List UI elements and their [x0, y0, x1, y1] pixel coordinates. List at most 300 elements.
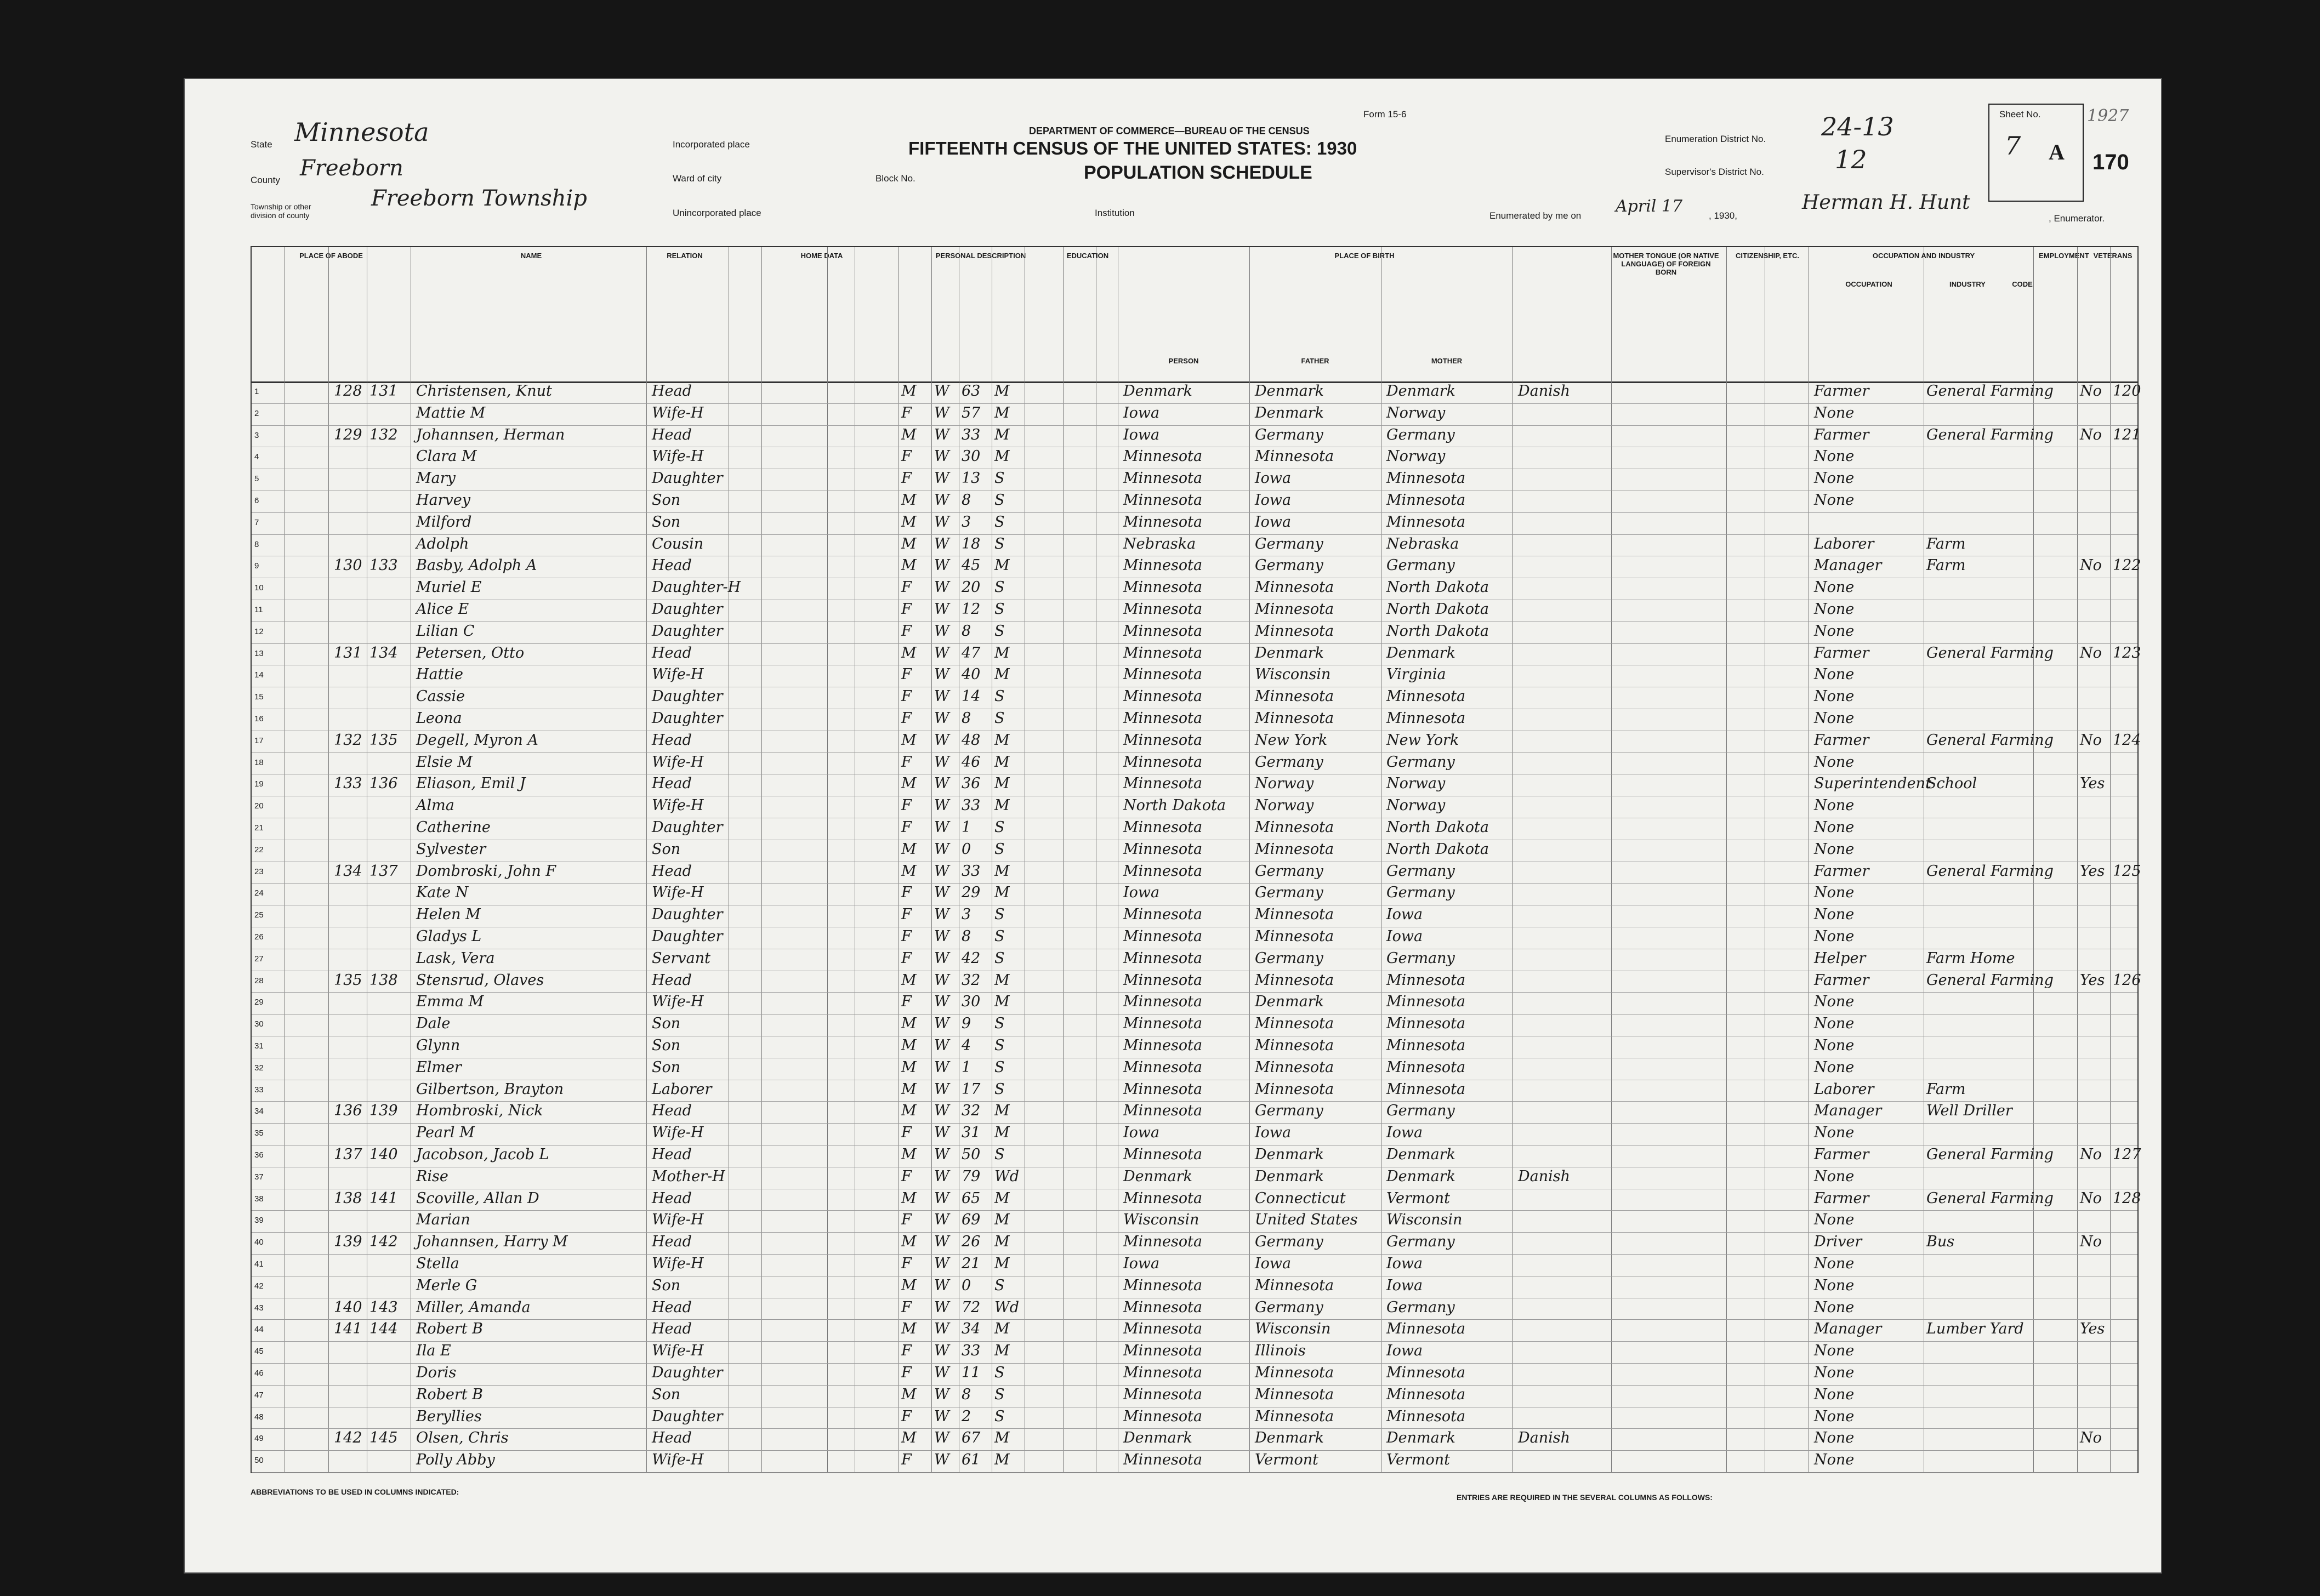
- table-row: [252, 447, 2137, 469]
- cell-age: 0: [962, 1276, 971, 1294]
- cell-mo: North Dakota: [1386, 601, 1489, 618]
- cell-rel: Daughter: [652, 688, 723, 705]
- cell-ln: 44: [254, 1325, 264, 1335]
- cell-rel: Daughter: [652, 928, 723, 945]
- cell-ln: 38: [254, 1194, 264, 1204]
- cell-rel: Head: [652, 775, 692, 793]
- cell-fa: Minnesota: [1255, 928, 1334, 945]
- cell-occ: Laborer: [1814, 535, 1874, 552]
- cell-fa: Minnesota: [1255, 622, 1334, 640]
- cell-rel: Son: [652, 840, 681, 858]
- supervisor-label: Supervisor's District No.: [1665, 167, 1764, 177]
- cell-ms: S: [994, 579, 1005, 596]
- table-row: [252, 643, 2141, 666]
- state-value: Minnesota: [294, 117, 429, 147]
- cell-age: 40: [962, 666, 981, 683]
- cell-sex: M: [901, 1015, 917, 1033]
- cell-f: 140: [369, 1146, 398, 1163]
- cell-name: Johannsen, Herman: [416, 426, 565, 443]
- cell-rel: Cousin: [652, 535, 704, 552]
- cell-age: 8: [962, 492, 971, 509]
- cell-race: W: [934, 753, 949, 771]
- cell-p: Minnesota: [1123, 928, 1203, 945]
- cell-p: Minnesota: [1123, 666, 1203, 683]
- table-row: [252, 1254, 2137, 1276]
- cell-v: No: [2080, 557, 2102, 574]
- cell-fa: Minnesota: [1255, 1037, 1334, 1054]
- cell-ln: 50: [254, 1456, 264, 1466]
- cell-ln: 19: [254, 779, 264, 789]
- cell-occ: None: [1814, 1211, 1855, 1229]
- cell-ms: M: [994, 1342, 1010, 1360]
- cell-sex: F: [901, 448, 912, 465]
- cell-sex: F: [901, 601, 912, 618]
- cell-rel: Head: [652, 1102, 692, 1120]
- cell-d: 128: [334, 383, 362, 400]
- cell-name: Clara M: [416, 448, 477, 465]
- cell-rel: Head: [652, 731, 692, 749]
- cell-name: Milford: [416, 513, 472, 531]
- cell-fa: Germany: [1255, 884, 1323, 902]
- cell-ln: 20: [254, 801, 264, 811]
- table-row: [252, 1232, 2137, 1255]
- cell-name: Merle G: [416, 1276, 477, 1294]
- cell-rel: Wife-H: [652, 993, 704, 1011]
- cell-ln: 26: [254, 932, 264, 942]
- cell-f: 133: [369, 557, 398, 574]
- cell-occ: None: [1814, 666, 1855, 683]
- birth-father-header: FATHER: [1301, 357, 1329, 365]
- cell-ms: S: [994, 949, 1005, 967]
- industry-header: INDUSTRY: [1949, 280, 1986, 288]
- cell-ms: Wd: [994, 1167, 1020, 1185]
- cell-rel: Wife-H: [652, 1255, 704, 1272]
- cell-fa: Minnesota: [1255, 1407, 1334, 1425]
- cell-p: Minnesota: [1123, 775, 1203, 793]
- census-title: FIFTEENTH CENSUS OF THE UNITED STATES: 1930: [908, 138, 1357, 158]
- cell-ms: S: [994, 1364, 1005, 1381]
- cell-p: Minnesota: [1123, 840, 1203, 858]
- cell-sex: M: [901, 1102, 917, 1120]
- cell-age: 50: [962, 1146, 981, 1163]
- table-row: [252, 796, 2137, 818]
- cell-rel: Daughter: [652, 622, 723, 640]
- cell-tongue: Danish: [1518, 1429, 1571, 1447]
- cell-d: 129: [334, 426, 362, 443]
- cell-fa: Minnesota: [1255, 601, 1334, 618]
- cell-f: 145: [369, 1429, 398, 1447]
- cell-v: No: [2080, 1233, 2102, 1251]
- cell-ind: General Farming: [1926, 426, 2054, 443]
- cell-p: Minnesota: [1123, 513, 1203, 531]
- table-row: [252, 753, 2137, 775]
- cell-f: 136: [369, 775, 398, 793]
- cell-p: Denmark: [1123, 1167, 1192, 1185]
- cell-ln: 36: [254, 1150, 264, 1160]
- cell-rel: Son: [652, 1276, 681, 1294]
- group-place-of-abode: PLACE OF ABODE: [299, 252, 363, 260]
- cell-name: Muriel E: [416, 579, 482, 596]
- cell-occ: None: [1814, 884, 1855, 902]
- cell-ln: 32: [254, 1063, 264, 1073]
- cell-v: No: [2080, 426, 2102, 443]
- cell-ind: School: [1926, 775, 1977, 793]
- cell-sex: F: [901, 753, 912, 771]
- cell-p: Minnesota: [1123, 1386, 1203, 1403]
- cell-ln: 4: [254, 452, 259, 462]
- cell-mo: Minnesota: [1386, 1058, 1466, 1076]
- cell-race: W: [934, 557, 949, 574]
- cell-rel: Son: [652, 1015, 681, 1033]
- table-row: [252, 491, 2137, 513]
- cell-p: Iowa: [1123, 884, 1160, 902]
- population-table: [251, 246, 2139, 1473]
- cell-ind: General Farming: [1926, 644, 2054, 662]
- cell-name: Rise: [416, 1167, 448, 1185]
- cell-ln: 17: [254, 736, 264, 745]
- group-education: EDUCATION: [1066, 252, 1109, 260]
- cell-fa: Germany: [1255, 753, 1323, 771]
- cell-occ: None: [1814, 492, 1855, 509]
- cell-name: Leona: [416, 710, 462, 727]
- cell-mo: Minnesota: [1386, 492, 1466, 509]
- cell-age: 30: [962, 993, 981, 1011]
- cell-ms: S: [994, 840, 1005, 858]
- cell-name: Basby, Adolph A: [416, 557, 537, 574]
- cell-ln: 5: [254, 474, 259, 484]
- cell-ms: S: [994, 1276, 1005, 1294]
- cell-race: W: [934, 492, 949, 509]
- cell-sex: M: [901, 1429, 917, 1447]
- cell-name: Emma M: [416, 993, 484, 1011]
- table-row: [252, 665, 2137, 687]
- cell-p: Minnesota: [1123, 622, 1203, 640]
- birth-mother-header: MOTHER: [1431, 357, 1463, 365]
- cell-fa: Minnesota: [1255, 971, 1334, 989]
- cell-p: Minnesota: [1123, 644, 1203, 662]
- cell-rel: Daughter: [652, 1364, 723, 1381]
- cell-age: 69: [962, 1211, 981, 1229]
- cell-age: 42: [962, 949, 981, 967]
- table-row: [252, 971, 2141, 993]
- cell-mo: Iowa: [1386, 1342, 1423, 1360]
- cell-race: W: [934, 404, 949, 421]
- cell-age: 61: [962, 1451, 981, 1469]
- cell-sex: F: [901, 1124, 912, 1142]
- cell-ind: Farm: [1926, 535, 1966, 552]
- cell-race: W: [934, 426, 949, 443]
- cell-race: W: [934, 1451, 949, 1469]
- cell-age: 48: [962, 731, 981, 749]
- cell-sex: F: [901, 1298, 912, 1316]
- cell-ln: 16: [254, 714, 264, 723]
- cell-ms: M: [994, 1451, 1010, 1469]
- cell-ms: M: [994, 753, 1010, 771]
- cell-mo: Wisconsin: [1386, 1211, 1463, 1229]
- table-row: [252, 1276, 2137, 1298]
- cell-ms: M: [994, 1233, 1010, 1251]
- page-stamp: 170: [2092, 150, 2129, 174]
- cell-occ: Farmer: [1814, 644, 1869, 662]
- cell-mo: Vermont: [1386, 1451, 1451, 1469]
- cell-sex: M: [901, 557, 917, 574]
- cell-fa: Germany: [1255, 1102, 1323, 1120]
- cell-ms: M: [994, 404, 1010, 421]
- cell-f: 144: [369, 1320, 398, 1338]
- cell-occ: Superintendent: [1814, 775, 1931, 793]
- cell-mo: Norway: [1386, 448, 1446, 465]
- cell-name: Robert B: [416, 1320, 484, 1338]
- cell-ln: 1: [254, 387, 259, 396]
- cell-name: Elmer: [416, 1058, 462, 1076]
- cell-fa: Germany: [1255, 949, 1323, 967]
- cell-race: W: [934, 1211, 949, 1229]
- cell-d: 135: [334, 971, 362, 989]
- cell-mo: North Dakota: [1386, 840, 1489, 858]
- cell-age: 72: [962, 1298, 981, 1316]
- cell-sex: M: [901, 383, 917, 400]
- cell-age: 2: [962, 1407, 971, 1425]
- table-header: [252, 247, 2137, 383]
- cell-rel: Daughter-H: [652, 579, 741, 596]
- cell-p: Minnesota: [1123, 448, 1203, 465]
- cell-ind: General Farming: [1926, 1189, 2054, 1207]
- cell-fa: Vermont: [1255, 1451, 1319, 1469]
- cell-race: W: [934, 1037, 949, 1054]
- cell-ms: M: [994, 1320, 1010, 1338]
- cell-sex: M: [901, 971, 917, 989]
- birth-person-header: PERSON: [1168, 357, 1199, 365]
- cell-mo: Minnesota: [1386, 1364, 1466, 1381]
- cell-race: W: [934, 1342, 949, 1360]
- cell-ms: M: [994, 731, 1010, 749]
- cell-ms: M: [994, 666, 1010, 683]
- group-name: NAME: [520, 252, 542, 260]
- cell-race: W: [934, 1364, 949, 1381]
- cell-name: Mattie M: [416, 404, 486, 421]
- cell-age: 32: [962, 971, 981, 989]
- cell-sex: M: [901, 862, 917, 880]
- cell-rel: Son: [652, 1037, 681, 1054]
- cell-f: 132: [369, 426, 398, 443]
- cell-age: 33: [962, 797, 981, 814]
- table-row: [252, 862, 2141, 884]
- cell-ln: 13: [254, 648, 264, 658]
- cell-rel: Daughter: [652, 601, 723, 618]
- cell-mo: Nebraska: [1386, 535, 1459, 552]
- cell-rel: Wife-H: [652, 1211, 704, 1229]
- cell-race: W: [934, 513, 949, 531]
- cell-v: Yes: [2080, 971, 2105, 989]
- cell-p: Minnesota: [1123, 1298, 1203, 1316]
- cell-ms: S: [994, 622, 1005, 640]
- cell-ln: 14: [254, 670, 264, 680]
- cell-name: Robert B: [416, 1386, 484, 1403]
- cell-fa: Denmark: [1255, 404, 1324, 421]
- cell-race: W: [934, 1320, 949, 1338]
- cell-occ: None: [1814, 470, 1855, 487]
- cell-age: 36: [962, 775, 981, 793]
- cell-name: Catherine: [416, 819, 491, 836]
- cell-name: Eliason, Emil J: [416, 775, 526, 793]
- cell-ln: 24: [254, 888, 264, 898]
- cell-sex: F: [901, 1255, 912, 1272]
- cell-ms: S: [994, 470, 1005, 487]
- cell-name: Stella: [416, 1255, 459, 1272]
- cell-rel: Daughter: [652, 906, 723, 924]
- table-row: [252, 774, 2137, 796]
- cell-name: Stensrud, Olaves: [416, 971, 544, 989]
- cell-ln: 15: [254, 692, 264, 702]
- group-home-data: HOME DATA: [800, 252, 843, 260]
- cell-p: Minnesota: [1123, 1276, 1203, 1294]
- cell-mo: Minnesota: [1386, 1080, 1466, 1098]
- cell-name: Alice E: [416, 601, 469, 618]
- cell-fa: Denmark: [1255, 1429, 1324, 1447]
- cell-sex: F: [901, 928, 912, 945]
- cell-sex: M: [901, 1037, 917, 1054]
- cell-p: Minnesota: [1123, 1189, 1203, 1207]
- cell-sex: M: [901, 1189, 917, 1207]
- cell-fa: Germany: [1255, 557, 1323, 574]
- cell-sex: M: [901, 426, 917, 443]
- table-row: [252, 1014, 2137, 1036]
- cell-mo: Norway: [1386, 404, 1446, 421]
- block-label: Block No.: [875, 173, 916, 184]
- cell-occ: None: [1814, 1342, 1855, 1360]
- cell-p: Minnesota: [1123, 993, 1203, 1011]
- cell-occ: Driver: [1814, 1233, 1862, 1251]
- cell-fa: New York: [1255, 731, 1328, 749]
- cell-race: W: [934, 1298, 949, 1316]
- group-place-of-birth: PLACE OF BIRTH: [1334, 252, 1395, 260]
- cell-sex: F: [901, 470, 912, 487]
- cell-age: 67: [962, 1429, 981, 1447]
- county-label: County: [251, 175, 280, 185]
- cell-name: Mary: [416, 470, 456, 487]
- cell-fa: Minnesota: [1255, 710, 1334, 727]
- cell-ms: M: [994, 1124, 1010, 1142]
- cell-p: Minnesota: [1123, 1407, 1203, 1425]
- cell-sex: F: [901, 404, 912, 421]
- table-row: [252, 425, 2141, 448]
- cell-occ: None: [1814, 1255, 1855, 1272]
- cell-mo: Iowa: [1386, 928, 1423, 945]
- year-suffix: , 1930,: [1709, 210, 1737, 221]
- cell-p: Minnesota: [1123, 753, 1203, 771]
- cell-p: Minnesota: [1123, 601, 1203, 618]
- table-row: [252, 512, 2137, 535]
- cell-race: W: [934, 840, 949, 858]
- cell-sex: M: [901, 1233, 917, 1251]
- cell-fa: Minnesota: [1255, 906, 1334, 924]
- table-row: [252, 1363, 2137, 1386]
- cell-occ: Manager: [1814, 557, 1882, 574]
- cell-rel: Daughter: [652, 470, 723, 487]
- table-row: [252, 905, 2137, 927]
- cell-p: Minnesota: [1123, 1320, 1203, 1338]
- cell-sex: F: [901, 1211, 912, 1229]
- cell-farm: 124: [2113, 731, 2141, 749]
- cell-name: Hombroski, Nick: [416, 1102, 543, 1120]
- cell-p: Minnesota: [1123, 710, 1203, 727]
- cell-mo: New York: [1386, 731, 1459, 749]
- cell-v: No: [2080, 731, 2102, 749]
- cell-ms: S: [994, 1407, 1005, 1425]
- cell-f: 134: [369, 644, 398, 662]
- table-row: [252, 1407, 2137, 1429]
- cell-age: 30: [962, 448, 981, 465]
- cell-race: W: [934, 797, 949, 814]
- cell-occ: Farmer: [1814, 731, 1869, 749]
- cell-mo: Minnesota: [1386, 513, 1466, 531]
- cell-occ: None: [1814, 601, 1855, 618]
- cell-ms: S: [994, 906, 1005, 924]
- cell-f: 142: [369, 1233, 398, 1251]
- cell-d: 137: [334, 1146, 362, 1163]
- cell-fa: Minnesota: [1255, 1276, 1334, 1294]
- cell-p: Iowa: [1123, 1255, 1160, 1272]
- cell-rel: Wife-H: [652, 1342, 704, 1360]
- cell-age: 0: [962, 840, 971, 858]
- footer: [251, 1482, 2136, 1548]
- cell-fa: Minnesota: [1255, 1080, 1334, 1098]
- cell-age: 34: [962, 1320, 981, 1338]
- cell-age: 3: [962, 513, 971, 531]
- cell-f: 135: [369, 731, 398, 749]
- cell-ln: 35: [254, 1128, 264, 1138]
- cell-race: W: [934, 470, 949, 487]
- cell-p: Minnesota: [1123, 1342, 1203, 1360]
- cell-fa: Minnesota: [1255, 579, 1334, 596]
- cell-d: 136: [334, 1102, 362, 1120]
- cell-sex: M: [901, 731, 917, 749]
- cell-ind: General Farming: [1926, 383, 2054, 400]
- cell-ms: S: [994, 1146, 1005, 1163]
- cell-fa: Iowa: [1255, 1124, 1292, 1142]
- cell-ms: M: [994, 1429, 1010, 1447]
- cell-p: Denmark: [1123, 1429, 1192, 1447]
- cell-ind: General Farming: [1926, 1146, 2054, 1163]
- cell-age: 57: [962, 404, 981, 421]
- cell-p: Minnesota: [1123, 731, 1203, 749]
- cell-ln: 40: [254, 1238, 264, 1247]
- cell-sex: M: [901, 840, 917, 858]
- cell-age: 8: [962, 1386, 971, 1403]
- cell-rel: Head: [652, 383, 692, 400]
- cell-name: Petersen, Otto: [416, 644, 525, 662]
- cell-fa: Norway: [1255, 775, 1314, 793]
- table-row: [252, 927, 2137, 949]
- cell-ms: S: [994, 688, 1005, 705]
- cell-mo: Denmark: [1386, 1167, 1455, 1185]
- cell-ln: 23: [254, 867, 264, 876]
- cell-sex: M: [901, 492, 917, 509]
- cell-occ: None: [1814, 579, 1855, 596]
- cell-occ: None: [1814, 1364, 1855, 1381]
- cell-fa: Minnesota: [1255, 1058, 1334, 1076]
- cell-name: Pearl M: [416, 1124, 475, 1142]
- cell-fa: Minnesota: [1255, 1386, 1334, 1403]
- cell-mo: Germany: [1386, 949, 1455, 967]
- cell-occ: None: [1814, 1015, 1855, 1033]
- cell-ln: 42: [254, 1281, 264, 1291]
- cell-age: 11: [962, 1364, 981, 1381]
- cell-age: 13: [962, 470, 981, 487]
- cell-occ: None: [1814, 906, 1855, 924]
- cell-occ: None: [1814, 1298, 1855, 1316]
- cell-age: 33: [962, 1342, 981, 1360]
